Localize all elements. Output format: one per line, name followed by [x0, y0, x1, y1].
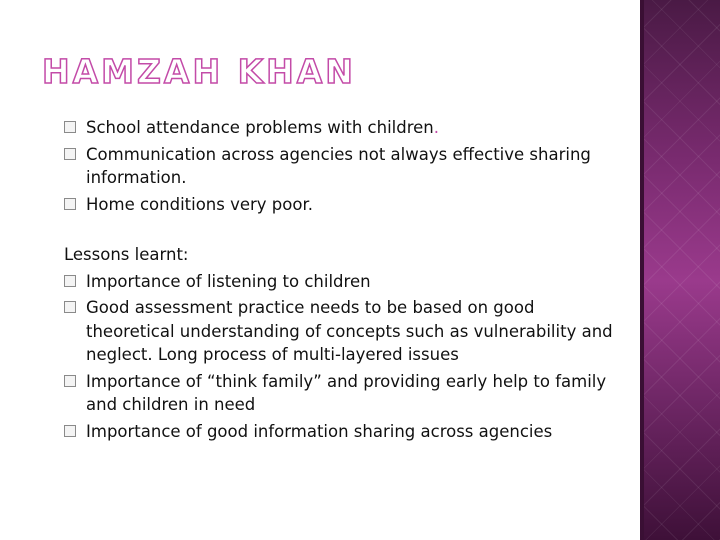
bullet-box-icon [64, 198, 76, 210]
bullet-item-attendance [64, 116, 624, 140]
lesson-item-think-family [64, 370, 624, 417]
slide-title: HAMZAH KHAN [42, 52, 356, 91]
lesson-text: Importance of “think family” and providing early help to family and children in need [86, 371, 607, 414]
bullet-box-icon [64, 275, 76, 287]
lesson-item-listening [64, 270, 624, 294]
spacer [64, 219, 624, 243]
bullet-text: School attendance problems with children [86, 118, 434, 137]
lesson-text: Importance of good information sharing across agencies [86, 421, 553, 441]
decorative-side-panel [640, 0, 720, 540]
bullet-box-icon [64, 375, 76, 387]
lesson-item-assessment [64, 296, 624, 367]
bullet-box-icon [64, 301, 76, 313]
slide-body [64, 116, 624, 446]
bullet-item-home-conditions [64, 193, 624, 217]
bullet-box-icon [64, 425, 76, 437]
lesson-item-information-sharing [64, 420, 624, 444]
bullet-text: Communication across agencies not always effective sharing information. [86, 144, 591, 187]
lesson-text: Good assessment practice needs to be based on good theoretical understanding of concepts such as vulnerability and neglect. Long process of multi-layered issues [86, 298, 613, 364]
bullet-text: Home conditions very poor. [86, 194, 313, 214]
lesson-text: Importance of listening to children [86, 271, 371, 291]
bullet-item-communication [64, 143, 624, 190]
lessons-heading: Lessons learnt: [64, 245, 189, 264]
bullet-box-icon [64, 121, 76, 133]
bullet-box-icon [64, 148, 76, 160]
trailing-period: . [433, 118, 440, 137]
side-panel-edge [640, 0, 644, 540]
